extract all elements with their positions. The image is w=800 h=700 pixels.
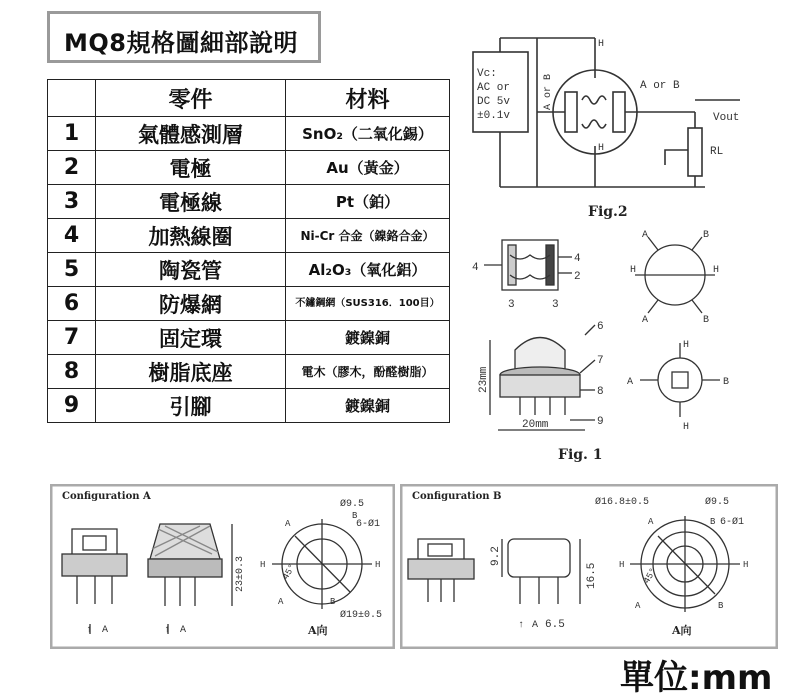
header-num bbox=[48, 80, 96, 117]
table-row bbox=[48, 287, 450, 321]
row-material: SnO₂（二氧化錫） bbox=[286, 117, 450, 151]
config-b-dim-w: 6.5 bbox=[545, 619, 565, 631]
config-a-dim-pin: 6-Ø1 bbox=[356, 519, 381, 530]
row-material: Ni-Cr 合金（鎳鉻合金） bbox=[286, 219, 450, 253]
fig1-label-2: 2 bbox=[574, 271, 581, 283]
config-b-angle: 45° bbox=[641, 566, 659, 586]
config-a-dim-circle: Ø19±0.5 bbox=[340, 610, 383, 621]
row-num: 1 bbox=[48, 117, 96, 151]
row-part: 電極 bbox=[96, 151, 286, 185]
header-part: 零件 bbox=[96, 80, 286, 117]
header-material: 材料 bbox=[286, 80, 450, 117]
row-material: Pt（鉑） bbox=[286, 185, 450, 219]
fig2-circuit-diagram bbox=[470, 30, 770, 230]
fig1-pin-a2: A bbox=[642, 315, 649, 326]
fig1-bottom-b: B bbox=[723, 377, 730, 388]
config-a-view-label: A向 bbox=[308, 624, 328, 637]
fig1-pin-a1: A bbox=[642, 230, 649, 241]
fig2-rl: RL bbox=[710, 146, 724, 158]
table-row bbox=[48, 389, 450, 423]
fig2-source-label-1: Vc: bbox=[477, 68, 497, 80]
config-a-dim-top: Ø9.5 bbox=[340, 499, 365, 510]
table-row bbox=[48, 253, 450, 287]
config-b-title: Configuration B bbox=[412, 491, 502, 502]
table-row bbox=[48, 321, 450, 355]
fig2-h-top: H bbox=[598, 39, 605, 50]
row-part: 氣體感測層 bbox=[96, 117, 286, 151]
row-num: 5 bbox=[48, 253, 96, 287]
fig1-pin-h2: H bbox=[713, 265, 720, 276]
title-box bbox=[47, 11, 321, 63]
fig2-h-bottom: H bbox=[598, 143, 605, 154]
table-row bbox=[48, 151, 450, 185]
table-row bbox=[48, 117, 450, 151]
config-a-arrow-2: ↑ bbox=[164, 625, 171, 636]
row-num: 4 bbox=[48, 219, 96, 253]
config-b-arrow-label: A bbox=[532, 620, 539, 631]
config-b-pin-a1: A bbox=[648, 517, 654, 527]
table-row bbox=[48, 219, 450, 253]
fig1-sensor-structure bbox=[470, 225, 770, 470]
config-a-pin-a2: A bbox=[278, 597, 284, 607]
parts-table bbox=[47, 79, 450, 423]
row-part: 樹脂底座 bbox=[96, 355, 286, 389]
row-num: 6 bbox=[48, 287, 96, 321]
fig2-source-label-2: AC or bbox=[477, 82, 511, 94]
fig1-label-7: 7 bbox=[597, 355, 604, 367]
row-material: 不鏽鋼網（SUS316．100目） bbox=[286, 287, 450, 321]
config-b-pin-a2: A bbox=[635, 601, 641, 611]
fig2-a-or-b: A or B bbox=[640, 80, 680, 92]
row-num: 2 bbox=[48, 151, 96, 185]
table-row bbox=[48, 355, 450, 389]
row-part: 防爆網 bbox=[96, 287, 286, 321]
config-b-pin-b1: B bbox=[710, 517, 716, 527]
config-a-pin-b1: B bbox=[352, 511, 358, 521]
fig1-dim-width: 20mm bbox=[522, 419, 549, 431]
fig1-bottom-h1: H bbox=[683, 340, 690, 351]
fig1-label-3b: 3 bbox=[552, 299, 559, 311]
row-num: 8 bbox=[48, 355, 96, 389]
config-a-dim-height: 23±0.3 bbox=[235, 555, 246, 592]
fig1-label-9: 9 bbox=[597, 416, 604, 428]
fig1-label-4b: 4 bbox=[574, 253, 581, 265]
config-a-arrow-label-2: A bbox=[180, 625, 187, 636]
row-num: 7 bbox=[48, 321, 96, 355]
row-material: Au（黃金） bbox=[286, 151, 450, 185]
config-a-angle: 45° bbox=[280, 562, 298, 582]
config-a-pin-b2: B bbox=[330, 597, 336, 607]
config-b-arrow: ↑ bbox=[518, 620, 525, 631]
configuration-b-panel bbox=[400, 484, 778, 649]
fig1-label-4a: 4 bbox=[472, 262, 479, 274]
units-label: 單位:mm bbox=[620, 658, 773, 698]
row-material: 鍍鎳銅 bbox=[286, 321, 450, 355]
config-b-dim-h1: 9.2 bbox=[490, 546, 502, 566]
row-part: 電極線 bbox=[96, 185, 286, 219]
fig2-side-label: A or B bbox=[543, 73, 554, 110]
fig1-label-3a: 3 bbox=[508, 299, 515, 311]
config-b-pin-h1: H bbox=[619, 560, 625, 570]
row-part: 陶瓷管 bbox=[96, 253, 286, 287]
config-a-pin-h2: H bbox=[375, 560, 381, 570]
fig1-bottom-a: A bbox=[627, 377, 634, 388]
config-b-dim-top: Ø9.5 bbox=[705, 497, 730, 508]
config-b-view-label: A向 bbox=[672, 624, 692, 637]
config-b-dim-h2: 16.5 bbox=[586, 562, 598, 589]
config-a-title: Configuration A bbox=[62, 491, 151, 502]
config-b-dim-pin: 6-Ø1 bbox=[720, 517, 745, 528]
fig2-source-label-3: DC 5v bbox=[477, 96, 511, 108]
fig1-bottom-h2: H bbox=[683, 422, 690, 433]
config-a-pin-h1: H bbox=[260, 560, 266, 570]
row-material: Al₂O₃（氧化鋁） bbox=[286, 253, 450, 287]
config-b-pin-b2: B bbox=[718, 601, 724, 611]
row-num: 9 bbox=[48, 389, 96, 423]
config-b-dim-outer: Ø16.8±0.5 bbox=[595, 497, 650, 508]
fig1-pin-b1: B bbox=[703, 230, 710, 241]
row-part: 加熱線圈 bbox=[96, 219, 286, 253]
config-b-pin-h2: H bbox=[743, 560, 749, 570]
fig2-vout: Vout bbox=[713, 112, 740, 124]
config-a-arrow-1: ↑ bbox=[86, 625, 93, 636]
row-material: 電木（膠木，酚醛樹脂） bbox=[286, 355, 450, 389]
configuration-a-panel bbox=[50, 484, 395, 649]
fig2-caption: Fig.2 bbox=[588, 204, 628, 220]
fig1-label-8: 8 bbox=[597, 386, 604, 398]
fig1-pin-h1: H bbox=[630, 265, 637, 276]
table-row bbox=[48, 185, 450, 219]
fig1-label-6: 6 bbox=[597, 321, 604, 333]
fig1-pin-b2: B bbox=[703, 315, 710, 326]
row-part: 引腳 bbox=[96, 389, 286, 423]
fig2-source-label-4: ±0.1v bbox=[477, 110, 511, 122]
page-title: MQ8規格圖細部說明 bbox=[64, 29, 298, 57]
config-a-arrow-label-1: A bbox=[102, 625, 109, 636]
fig1-caption: Fig. 1 bbox=[558, 447, 603, 463]
fig1-dim-height: 23mm bbox=[478, 366, 490, 393]
row-part: 固定環 bbox=[96, 321, 286, 355]
table-header-row bbox=[48, 80, 450, 117]
row-num: 3 bbox=[48, 185, 96, 219]
config-a-pin-a1: A bbox=[285, 519, 291, 529]
row-material: 鍍鎳銅 bbox=[286, 389, 450, 423]
